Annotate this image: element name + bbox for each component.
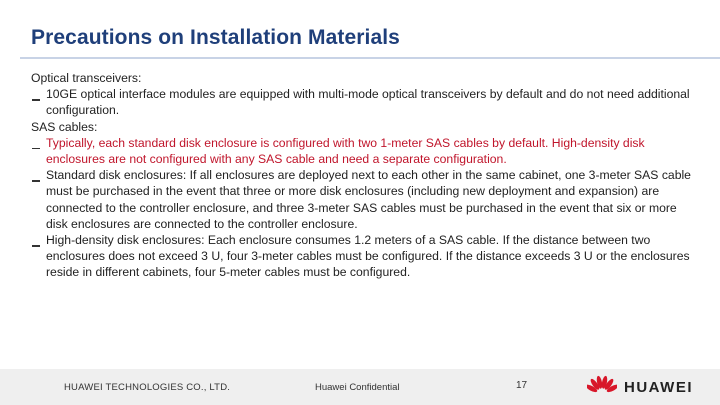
brand-wordmark: HUAWEI (624, 379, 693, 396)
footer-bar (0, 369, 720, 405)
optical-heading: Optical transceivers: (31, 71, 142, 85)
sas-bullet-item-2 (31, 167, 691, 232)
sas-bullet-text-1: Typically, each standard disk enclosure is configured with two 1-meter SAS cables by default. High-density disk enclosures are not configured with any SAS cable and need a separate configuration. (46, 135, 645, 167)
title-divider (20, 57, 720, 59)
content-body (31, 70, 691, 281)
page-number: 17 (516, 380, 528, 391)
sas-bullet-item-1 (31, 135, 691, 167)
page-title: Precautions on Installation Materials (31, 26, 400, 49)
optical-bullet-text: 10GE optical interface modules are equipped with multi-mode optical transceivers by default and do not need additional configuration. (46, 87, 690, 118)
huawei-flower-logo-icon (587, 374, 617, 400)
sas-bullet-text-3: High-density disk enclosures: Each enclosure consumes 1.2 meters of a SAS cable. If the distance between two enclosures does not exceed 3 U, four 3-meter cables must be configured. If the distance exceeds 3 U or the enclosures reside in different cabinets, four 5-meter cables must be configured. (46, 233, 690, 280)
optical-bullet-item (31, 86, 691, 118)
sas-heading: SAS cables: (31, 119, 98, 134)
footer-confidential: Huawei Confidential (315, 382, 400, 393)
sas-bullet-text-2: Standard disk enclosures: If all enclosures are deployed next to each other in the same cabinet, one 3-meter SAS cable must be purchased in the event that three or more disk enclosures (including new deployment and expansion) are connected to the controller enclosure, and three 3-meter SAS cables must be purchased in the event that six or more disk enclosures are connected to the controller enclosure. (46, 168, 691, 231)
sas-bullet-item-3 (31, 232, 691, 281)
footer-company: HUAWEI TECHNOLOGIES CO., LTD. (64, 382, 231, 393)
